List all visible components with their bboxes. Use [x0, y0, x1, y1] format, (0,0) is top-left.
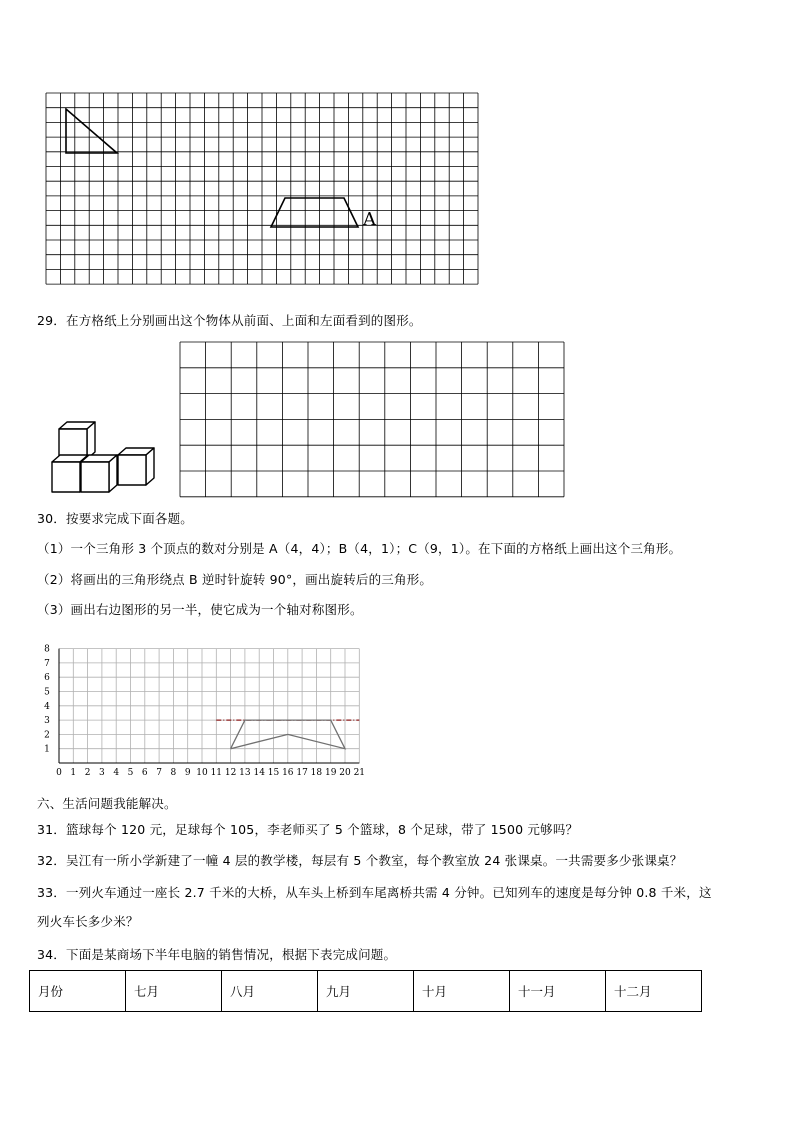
y-tick-label: 3	[44, 716, 50, 727]
x-tick-label: 3	[99, 768, 105, 778]
question-30-part-2: （2）将画出的三角形绕点 B 逆时针旋转 90°，画出旋转后的三角形。	[37, 572, 433, 587]
cube-stack-figure	[44, 418, 164, 498]
y-tick-label: 8	[44, 644, 50, 655]
table-cell: 十一月	[510, 971, 606, 1012]
x-tick-label: 19	[324, 768, 337, 778]
triangle-shape	[66, 109, 117, 153]
table-cell: 八月	[222, 971, 318, 1012]
y-tick-label: 4	[44, 701, 50, 712]
x-tick-label: 5	[127, 768, 134, 778]
y-tick-label: 5	[44, 687, 50, 698]
x-tick-label: 13	[239, 768, 251, 778]
question-33-line-1: 33．一列火车通过一座长 2.7 千米的大桥，从车头上桥到车尾离桥共需 4 分钟。已知列车的速度是每分钟 0.8 千米，这	[37, 885, 712, 900]
question-30-part-3: （3）画出右边图形的另一半，使它成为一个轴对称图形。	[37, 602, 363, 617]
question-34: 34．下面是某商场下半年电脑的销售情况，根据下表完成问题。	[37, 947, 397, 962]
table-row	[30, 971, 702, 1012]
table-cell: 九月	[318, 971, 414, 1012]
x-tick-label: 12	[224, 768, 237, 778]
x-tick-label: 6	[141, 768, 148, 778]
table-cell: 十二月	[606, 971, 702, 1012]
table-cell: 十月	[414, 971, 510, 1012]
sales-table	[29, 970, 702, 1012]
x-tick-label: 9	[184, 768, 191, 778]
x-tick-label: 11	[210, 768, 223, 778]
table-cell: 月份	[30, 971, 126, 1012]
section-6-title: 六、生活问题我能解决。	[37, 796, 177, 811]
x-tick-label: 17	[296, 768, 308, 778]
question-33-line-2: 列火车长多少米？	[37, 914, 139, 929]
grid-paper-q28	[45, 92, 479, 290]
y-tick-label: 1	[44, 744, 50, 755]
trapezoid-shape	[271, 198, 358, 227]
y-tick-label: 2	[44, 730, 50, 741]
x-tick-label: 16	[282, 768, 294, 778]
x-tick-label: 18	[310, 768, 323, 778]
x-tick-label: 10	[196, 768, 208, 778]
x-tick-label: 14	[253, 768, 265, 778]
x-tick-label: 0	[56, 768, 62, 778]
question-29: 29．在方格纸上分别画出这个物体从前面、上面和左面看到的图形。	[37, 313, 422, 328]
grid-paper-q29	[179, 341, 565, 499]
question-31: 31．篮球每个 120 元，足球每个 105，李老师买了 5 个篮球，8 个足球，带了 1500 元够吗？	[37, 822, 579, 837]
question-30-title: 30．按要求完成下面各题。	[37, 511, 194, 526]
question-32: 32．吴江有一所小学新建了一幢 4 层的教学楼，每层有 5 个教室，每个教室放 24 张课桌。一共需要多少张课桌？	[37, 853, 683, 868]
x-tick-label: 7	[156, 768, 162, 778]
x-tick-label: 2	[84, 768, 91, 778]
x-tick-label: 8	[170, 768, 177, 778]
x-tick-label: 1	[70, 768, 77, 778]
table-cell: 七月	[126, 971, 222, 1012]
point-a-label: A	[363, 209, 376, 230]
x-tick-label: 4	[113, 768, 120, 778]
x-tick-label: 15	[267, 768, 280, 778]
y-tick-label: 6	[44, 673, 50, 684]
x-tick-label: 21	[353, 768, 366, 778]
x-tick-label: 20	[339, 768, 351, 778]
y-tick-label: 7	[44, 658, 50, 669]
coordinate-grid	[36, 642, 366, 778]
question-30-part-1: （1）一个三角形 3 个顶点的数对分别是 A（4，4）；B（4，1）；C（9，1）。在下面的方格纸上画出这个三角形。	[37, 541, 682, 556]
